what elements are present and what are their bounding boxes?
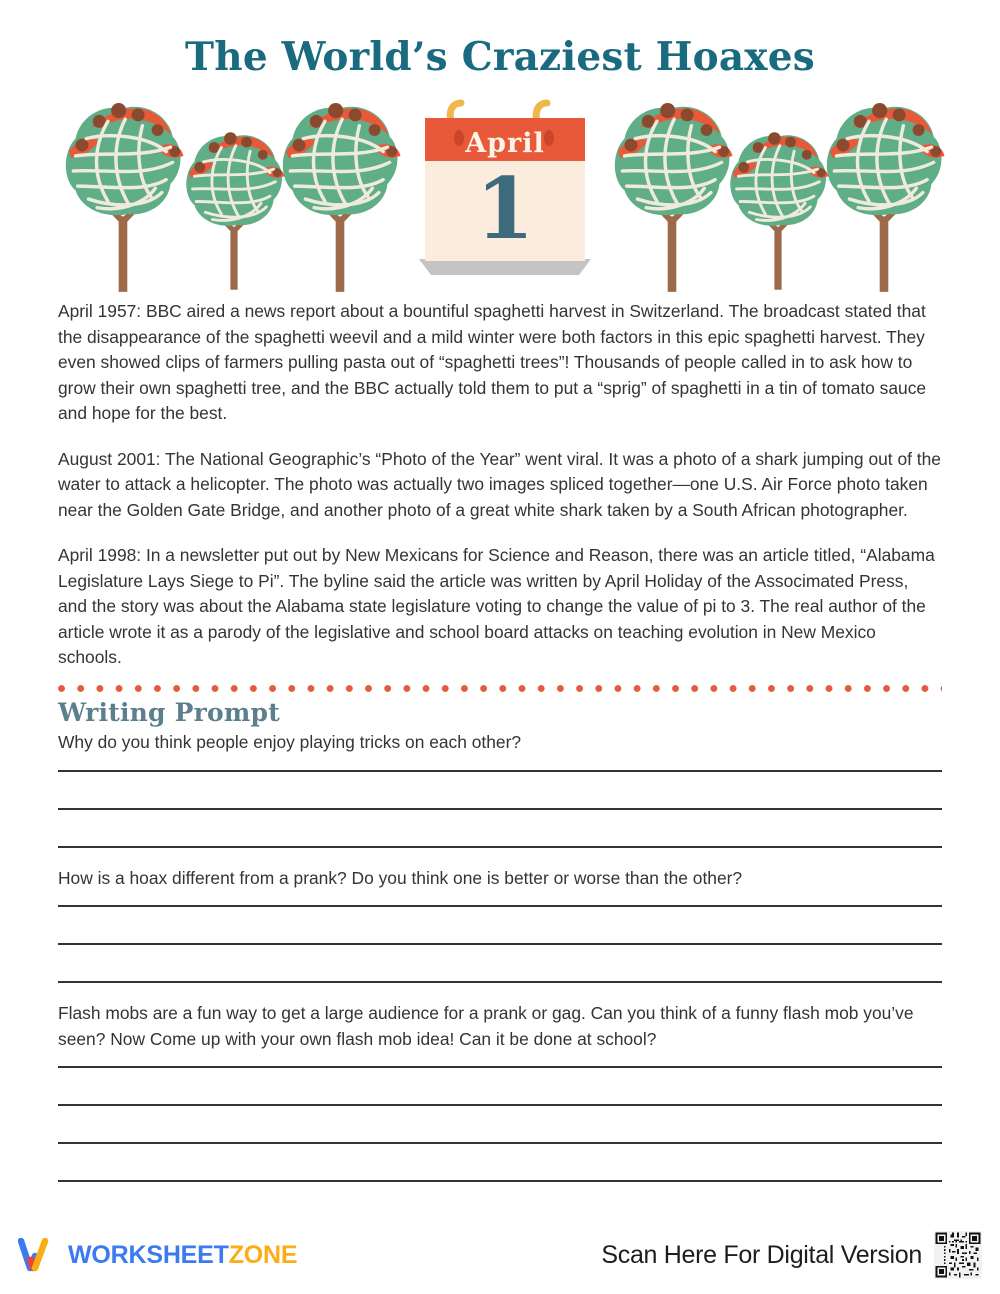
answer-line[interactable] <box>58 846 942 848</box>
spaghetti-tree <box>58 89 188 299</box>
dotted-divider <box>58 685 942 695</box>
answer-line[interactable] <box>58 808 942 810</box>
passage-paragraph: April 1998: In a newsletter put out by New Mexicans for Science and Reason, there was an article titled, “Alabama Legislature Lays Siege to Pi”. The byline said the article was written by April Holiday of the Associmated Press, and the story was about the Alabama state legislature voting to change the value of pi to 3. The real author of the article wrote it as a parody of the legislative and school board attacks on teaching evolution in New Mexico schools. <box>58 545 935 667</box>
qr-code-icon[interactable] <box>934 1231 982 1279</box>
calendar-illustration <box>419 93 591 283</box>
answer-line[interactable] <box>58 1104 942 1106</box>
page-title: The World’s Craziest Hoaxes <box>185 34 815 80</box>
answer-line[interactable] <box>58 770 942 772</box>
spaghetti-tree <box>180 118 288 299</box>
passage-paragraph: August 2001: The National Geographic’s “Photo of the Year” went viral. It was a photo of a shark jumping out of the water to attack a helicopter. The photo was actually two images spliced together—one U.S. Air Force photo taken near the Golden Gate Bridge, and another photo of a great white shark taken by a South African photographer. <box>58 448 941 520</box>
calendar-day-label: 1 <box>475 159 535 258</box>
spaghetti-tree <box>606 89 738 299</box>
answer-line[interactable] <box>58 1180 942 1182</box>
answer-line[interactable] <box>58 943 942 945</box>
answer-line[interactable] <box>58 981 942 983</box>
writing-question-block <box>58 1001 942 1182</box>
spaghetti-tree-icon <box>724 118 832 294</box>
header-illustration <box>0 89 1000 299</box>
worksheet-zone-logo-icon <box>18 1238 58 1272</box>
writing-question-block <box>58 866 942 984</box>
worksheet-content <box>0 299 1000 1182</box>
writing-prompt-questions <box>58 730 942 1182</box>
writing-question-block <box>58 730 942 848</box>
scan-section[interactable] <box>601 1231 982 1279</box>
spaghetti-tree-icon <box>606 89 738 294</box>
spaghetti-tree-icon <box>818 89 950 294</box>
scan-label: Scan Here For Digital Version <box>601 1240 922 1269</box>
writing-prompt-heading: Writing Prompt <box>58 697 280 727</box>
spaghetti-tree-icon <box>274 89 406 294</box>
logo-word-zone: ZONE <box>228 1240 298 1269</box>
answer-line[interactable] <box>58 905 942 907</box>
answer-line[interactable] <box>58 1142 942 1144</box>
answer-lines <box>58 905 942 983</box>
calendar-icon <box>419 93 591 283</box>
answer-lines <box>58 1066 942 1182</box>
page-footer <box>0 1224 1000 1294</box>
passage-paragraph: April 1957: BBC aired a news report about a bountiful spaghetti harvest in Switzerland. The broadcast stated that the disappearance of the spaghetti weevil and a mild winter were both factors in this epic spaghetti harvest. They even showed clips of farmers pulling pasta out of “spaghetti trees”! Thousands of people called in to ask how to grow their own spaghetti tree, and the BBC actually told them to put a “sprig” of spaghetti in a tin of tomato sauce and hope for the best. <box>58 301 927 423</box>
logo-wordmark <box>68 1241 297 1270</box>
worksheet-zone-logo[interactable] <box>18 1238 297 1272</box>
answer-lines <box>58 770 942 848</box>
writing-question-text: How is a hoax different from a prank? Do you think one is better or worse than the other? <box>58 867 743 888</box>
spaghetti-tree <box>724 118 832 299</box>
spaghetti-tree <box>818 89 950 299</box>
writing-question-text: Flash mobs are a fun way to get a large audience for a prank or gag. Can you think of a funny flash mob you’ve seen? Now Come up with your own flash mob idea! Can it be done at school? <box>58 1003 914 1049</box>
spaghetti-tree <box>274 89 406 299</box>
spaghetti-tree-icon <box>180 118 288 294</box>
writing-question-text: Why do you think people enjoy playing tricks on each other? <box>58 732 522 753</box>
answer-line[interactable] <box>58 1066 942 1068</box>
reading-passage <box>58 299 942 671</box>
calendar-month-label: April <box>465 128 545 159</box>
logo-word-worksheet: WORKSHEET <box>68 1240 229 1269</box>
spaghetti-tree-icon <box>58 89 188 294</box>
